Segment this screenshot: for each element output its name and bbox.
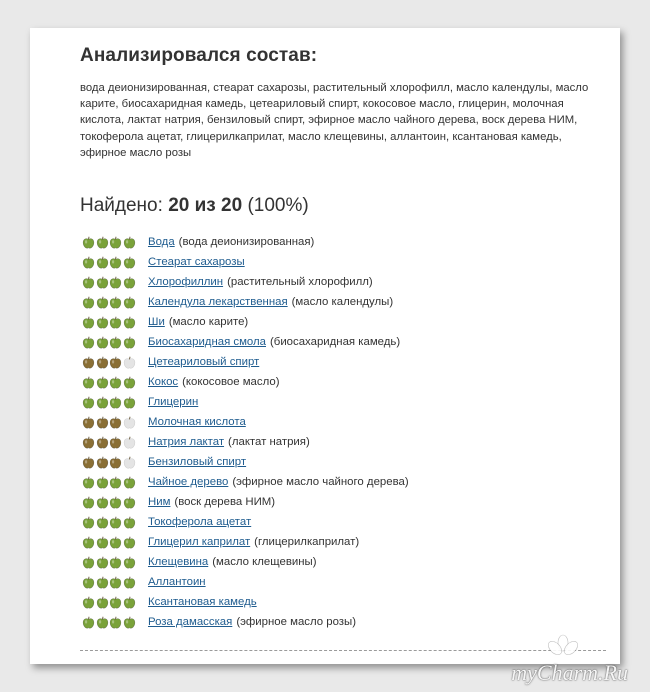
rating-apples xyxy=(82,396,148,409)
ingredient-note: (вода деионизированная) xyxy=(178,236,315,248)
apple-icon xyxy=(82,596,95,609)
ingredient-row xyxy=(82,372,409,392)
rating-apples xyxy=(82,276,148,289)
apple-icon xyxy=(82,496,95,509)
apple-icon xyxy=(109,356,122,369)
ingredient-link[interactable]: Глицерин xyxy=(148,396,199,408)
apple-icon xyxy=(123,316,136,329)
found-count: 20 xyxy=(168,195,190,216)
apple-icon xyxy=(82,376,95,389)
apple-icon xyxy=(109,436,122,449)
apple-icon xyxy=(82,456,95,469)
apple-icon xyxy=(96,276,109,289)
apple-icon xyxy=(109,536,122,549)
ingredient-link[interactable]: Аллантоин xyxy=(148,576,206,588)
ingredient-row xyxy=(82,572,409,592)
ingredient-link[interactable]: Глицерил каприлат xyxy=(148,536,251,548)
apple-icon xyxy=(123,556,136,569)
apple-icon xyxy=(123,276,136,289)
rating-apples xyxy=(82,376,148,389)
rating-apples xyxy=(82,336,148,349)
apple-icon xyxy=(96,496,109,509)
apple-icon xyxy=(109,576,122,589)
ingredient-note: (биосахаридная камедь) xyxy=(270,336,401,348)
ingredient-link[interactable]: Хлорофиллин xyxy=(148,276,224,288)
ingredient-note: (масло календулы) xyxy=(291,296,394,308)
apple-icon xyxy=(123,596,136,609)
ingredient-note: (лактат натрия) xyxy=(228,436,310,448)
ingredient-row xyxy=(82,232,409,252)
ingredient-note: (эфирное масло розы) xyxy=(236,616,356,628)
apple-icon xyxy=(123,496,136,509)
rating-apples xyxy=(82,436,148,449)
ingredient-link[interactable]: Ши xyxy=(148,316,165,328)
rating-apples xyxy=(82,556,148,569)
ingredient-row xyxy=(82,432,409,452)
apple-icon xyxy=(123,516,136,529)
ingredient-link[interactable]: Роза дамасская xyxy=(148,616,233,628)
analysis-card xyxy=(30,28,620,664)
dashed-divider xyxy=(80,650,606,651)
rating-apples xyxy=(82,576,148,589)
ingredient-link[interactable]: Ксантановая камедь xyxy=(148,596,257,608)
apple-icon xyxy=(96,576,109,589)
ingredient-link[interactable]: Клещевина xyxy=(148,556,209,568)
apple-icon xyxy=(109,396,122,409)
apple-icon xyxy=(109,296,122,309)
ingredient-row xyxy=(82,472,409,492)
ingredient-row xyxy=(82,612,409,632)
apple-icon xyxy=(123,256,136,269)
ingredient-link[interactable]: Бензиловый спирт xyxy=(148,456,247,468)
apple-icon xyxy=(123,236,136,249)
found-summary xyxy=(80,195,309,217)
apple-icon xyxy=(96,436,109,449)
rating-apples xyxy=(82,536,148,549)
apple-icon xyxy=(109,516,122,529)
apple-icon xyxy=(123,536,136,549)
apple-icon xyxy=(96,556,109,569)
apple-icon xyxy=(123,576,136,589)
rating-apples xyxy=(82,596,148,609)
ingredient-link[interactable]: Биосахаридная смола xyxy=(148,336,266,348)
apple-icon xyxy=(123,336,136,349)
apple-icon xyxy=(96,376,109,389)
ingredient-row xyxy=(82,412,409,432)
found-of: из xyxy=(194,195,216,216)
rating-apples xyxy=(82,416,148,429)
apple-icon xyxy=(96,616,109,629)
apple-icon xyxy=(109,316,122,329)
ingredient-link[interactable]: Натрия лактат xyxy=(148,436,225,448)
apple-empty-icon xyxy=(123,416,136,429)
rating-apples xyxy=(82,476,148,489)
apple-icon xyxy=(96,256,109,269)
rating-apples xyxy=(82,496,148,509)
apple-icon xyxy=(82,256,95,269)
apple-icon xyxy=(109,556,122,569)
ingredient-link[interactable]: Стеарат сахарозы xyxy=(148,256,245,268)
ingredient-row xyxy=(82,292,409,312)
ingredient-row xyxy=(82,392,409,412)
apple-icon xyxy=(109,376,122,389)
apple-empty-icon xyxy=(123,436,136,449)
apple-icon xyxy=(96,296,109,309)
ingredient-note: (воск дерева НИМ) xyxy=(174,496,276,508)
apple-icon xyxy=(82,316,95,329)
apple-icon xyxy=(96,536,109,549)
rating-apples xyxy=(82,256,148,269)
ingredient-row xyxy=(82,272,409,292)
ingredient-row xyxy=(82,512,409,532)
found-label: Найдено: xyxy=(80,195,163,216)
apple-icon xyxy=(123,396,136,409)
ingredient-row xyxy=(82,552,409,572)
composition-text: вода деионизированная, стеарат сахарозы, растительный хлорофилл, масло календулы, масло карите, биосахаридная камедь, цетеариловый спирт, кокосовое масло, глицерин, молочная кислота, лактат натрия, бензиловый спирт, эфирное масло чайного дерева, воск дерева НИМ, токоферола ацетат, глицерилкаприлат, масло клещевины, аллантоин, ксантановая камедь, эфирное масло розы xyxy=(80,82,589,159)
ingredient-row xyxy=(82,352,409,372)
apple-icon xyxy=(82,556,95,569)
apple-icon xyxy=(82,416,95,429)
ingredient-link[interactable]: Цетеариловый спирт xyxy=(148,356,260,368)
ingredient-list xyxy=(82,232,409,632)
apple-icon xyxy=(96,356,109,369)
apple-icon xyxy=(109,476,122,489)
watermark-text: myCharm.Ru xyxy=(511,660,628,685)
apple-icon xyxy=(109,616,122,629)
apple-icon xyxy=(96,456,109,469)
ingredient-note: (кокосовое масло) xyxy=(182,376,280,388)
ingredient-row xyxy=(82,592,409,612)
apple-icon xyxy=(82,236,95,249)
apple-icon xyxy=(96,236,109,249)
rating-apples xyxy=(82,616,148,629)
ingredient-link[interactable]: Вода xyxy=(148,236,175,248)
flower-watermark-icon xyxy=(546,634,580,662)
rating-apples xyxy=(82,236,148,249)
apple-icon xyxy=(82,576,95,589)
apple-icon xyxy=(123,616,136,629)
found-percent: (100%) xyxy=(247,195,309,216)
ingredient-note: (эфирное масло чайного дерева) xyxy=(232,476,409,488)
apple-icon xyxy=(82,436,95,449)
ingredient-row xyxy=(82,492,409,512)
ingredient-link[interactable]: Кокос xyxy=(148,376,179,388)
apple-icon xyxy=(123,296,136,309)
ingredient-row xyxy=(82,532,409,552)
apple-icon xyxy=(96,476,109,489)
apple-empty-icon xyxy=(123,356,136,369)
apple-icon xyxy=(109,236,122,249)
ingredient-row xyxy=(82,332,409,352)
apple-icon xyxy=(82,616,95,629)
ingredient-note: (растительный хлорофилл) xyxy=(227,276,373,288)
apple-icon xyxy=(109,336,122,349)
apple-icon xyxy=(82,536,95,549)
ingredient-row xyxy=(82,452,409,472)
apple-icon xyxy=(96,596,109,609)
ingredient-link[interactable]: Чайное дерево xyxy=(148,476,229,488)
apple-icon xyxy=(96,336,109,349)
apple-icon xyxy=(96,516,109,529)
apple-icon xyxy=(123,476,136,489)
apple-icon xyxy=(96,396,109,409)
found-total: 20 xyxy=(221,195,243,216)
ingredient-row xyxy=(82,252,409,272)
apple-icon xyxy=(96,416,109,429)
ingredient-link[interactable]: Календула лекарственная xyxy=(148,296,288,308)
ingredient-note: (масло карите) xyxy=(168,316,249,328)
apple-icon xyxy=(82,296,95,309)
rating-apples xyxy=(82,296,148,309)
apple-icon xyxy=(82,516,95,529)
ingredient-link[interactable]: Ним xyxy=(148,496,171,508)
rating-apples xyxy=(82,516,148,529)
apple-empty-icon xyxy=(123,456,136,469)
ingredient-note: (глицерилкаприлат) xyxy=(254,536,360,548)
page-title: Анализировался состав: xyxy=(80,45,318,66)
apple-icon xyxy=(109,276,122,289)
ingredient-link[interactable]: Молочная кислота xyxy=(148,416,246,428)
apple-icon xyxy=(109,596,122,609)
apple-icon xyxy=(123,376,136,389)
ingredient-link[interactable]: Токоферола ацетат xyxy=(148,516,252,528)
apple-icon xyxy=(109,456,122,469)
apple-icon xyxy=(82,336,95,349)
rating-apples xyxy=(82,456,148,469)
apple-icon xyxy=(109,496,122,509)
apple-icon xyxy=(82,276,95,289)
ingredient-note: (масло клещевины) xyxy=(212,556,317,568)
ingredient-row xyxy=(82,312,409,332)
apple-icon xyxy=(96,316,109,329)
apple-icon xyxy=(109,416,122,429)
apple-icon xyxy=(82,476,95,489)
rating-apples xyxy=(82,356,148,369)
apple-icon xyxy=(82,356,95,369)
rating-apples xyxy=(82,316,148,329)
apple-icon xyxy=(109,256,122,269)
apple-icon xyxy=(82,396,95,409)
